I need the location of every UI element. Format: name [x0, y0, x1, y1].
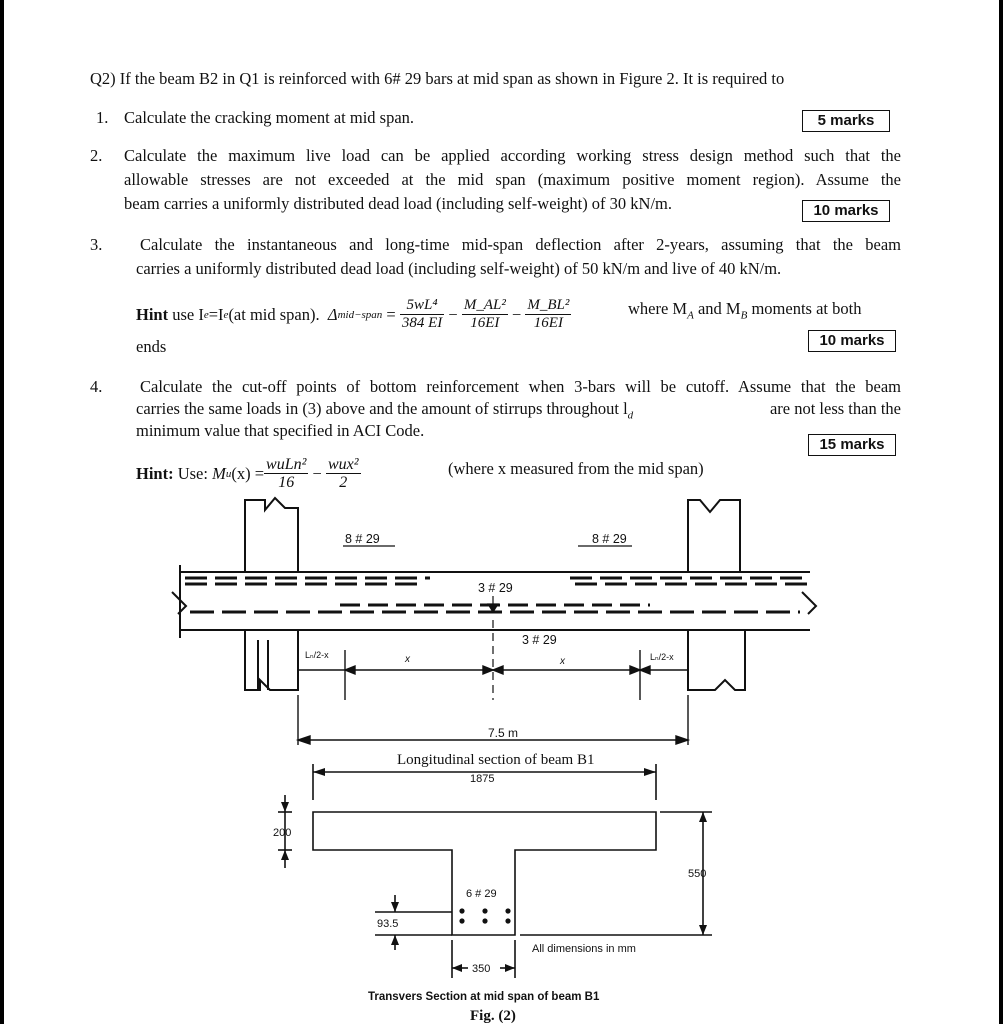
item-3-marks: 10 marks — [808, 330, 896, 352]
item-3-line-1: Calculate the instantaneous and long-time mid-span deflection after 2-years, assuming that the beam — [140, 235, 901, 254]
item-2-line-2: allowable stresses are not exceeded at the mid span (maximum positive moment region). Assume the — [124, 170, 901, 189]
span-label: 7.5 m — [488, 726, 519, 740]
item-2-marks: 10 marks — [802, 200, 890, 222]
x-right-label: x — [560, 656, 565, 667]
question-header: Q2) If the beam B2 in Q1 is reinforced with 6# 29 bars at mid span as shown in Figure 2. It is required to — [90, 69, 785, 88]
right-column-bottom — [688, 630, 745, 690]
bars-label: 6 # 29 — [466, 888, 497, 900]
item-2-number: 2. — [90, 146, 103, 165]
depth-label: 550 — [688, 868, 707, 880]
item-1-text: Calculate the cracking moment at mid span. — [124, 108, 415, 127]
mid-bar-bottom-label: 3 # 29 — [522, 633, 557, 647]
deflection-term-2: $\frac{\text{M\_AL²}}{16EI}$ — [463, 297, 506, 331]
transverse-caption: Transvers Section at mid span of beam B1 — [368, 991, 600, 1003]
longitudinal-caption: Longitudinal section of beam B1 — [397, 752, 595, 768]
delta-subscript: mid−span — [337, 308, 383, 321]
cover-label: 93.5 — [377, 918, 399, 930]
item-3-hint-at: (at mid span). — [228, 304, 320, 324]
item-3-line-2: carries a uniformly distributed dead load (including self-weight) of 50 kN/m and live of 40 kN/m. — [136, 259, 782, 278]
left-column-bottom — [245, 630, 298, 690]
x-left-label: x — [405, 654, 410, 665]
item-3-ends: ends — [136, 337, 167, 356]
top-bar-left-label: 8 # 29 — [345, 532, 380, 546]
t-beam-outline — [313, 812, 656, 935]
moment-term-2: $\frac{\text{wux²}}{2}$ — [327, 456, 359, 491]
flange-depth-label: 200 — [273, 827, 292, 839]
item-4-hint: Hint: Use: M u (x) = $\frac{\text{wuLn²}}{16}$ − $\frac{\text{wux²}}{2}$ — [136, 456, 359, 491]
transverse-section — [278, 764, 712, 978]
item-2-line-1: Calculate the maximum live load can be applied according working stress design method such that the — [124, 146, 901, 165]
item-3-hint-tail: where $M_A$ and $M_B$ moments at both — [628, 299, 862, 322]
flange-width-label: 1875 — [470, 773, 495, 785]
item-2-line-3: beam carries a uniformly distributed dead load (including self-weight) of 30 kN/m. — [124, 194, 673, 213]
ln2x-left-label: Lₙ/2-x — [305, 650, 329, 660]
deflection-term-3: $\frac{\text{M\_BL²}}{16EI}$ — [527, 297, 570, 331]
right-column-top — [688, 500, 740, 572]
item-3-hint-label: Hint — [136, 304, 169, 324]
delta-symbol: Δ — [327, 304, 338, 324]
web-width-label: 350 — [472, 963, 491, 975]
deflection-term-1: $\frac{\text{5wL⁴}}{384 EI}$ — [401, 297, 443, 331]
item-3-hint: Hint use I e =I e (at mid span). Δ mid−span = $\frac{\text{5wL⁴}}{384 EI}$ − $\frac{\text{M\_AL²}}{16EI}$ − $\frac{\text{M\_BL²}}{16EI}$ — [136, 297, 570, 331]
item-3-number: 3. — [90, 235, 103, 254]
top-bar-right-label: 8 # 29 — [592, 532, 627, 546]
item-1-marks: 5 marks — [802, 110, 890, 132]
item-4-hint-label: Hint: — [136, 463, 174, 483]
moment-term-1: $\frac{\text{wuLn²}}{16}$ — [266, 456, 307, 491]
item-4-number: 4. — [90, 377, 103, 396]
units-note: All dimensions in mm — [532, 943, 636, 955]
figure-label: Fig. (2) — [470, 1008, 516, 1024]
item-3-hint-eq: =I — [208, 304, 224, 324]
rebar-dots — [459, 908, 510, 923]
item-1-number: 1. — [96, 108, 109, 127]
item-4-line-1: Calculate the cut-off points of bottom reinforcement when 3-bars will be cutoff. Assume that the beam — [140, 377, 901, 396]
item-3-hint-use: use I — [172, 304, 204, 324]
right-break-mark — [802, 592, 816, 614]
item-4-note: (where x measured from the mid span) — [448, 459, 704, 478]
mid-bar-top-label: 3 # 29 — [478, 581, 513, 595]
ln2x-right-label: Lₙ/2-x — [650, 652, 674, 662]
item-4-line-2: carries the same loads in (3) above and the amount of stirrups throughout $l_d$ are not less than the — [136, 399, 901, 422]
item-4-marks: 15 marks — [808, 434, 896, 456]
left-column-top — [245, 498, 298, 572]
item-4-line-3: minimum value that specified in ACI Code. — [136, 421, 425, 440]
